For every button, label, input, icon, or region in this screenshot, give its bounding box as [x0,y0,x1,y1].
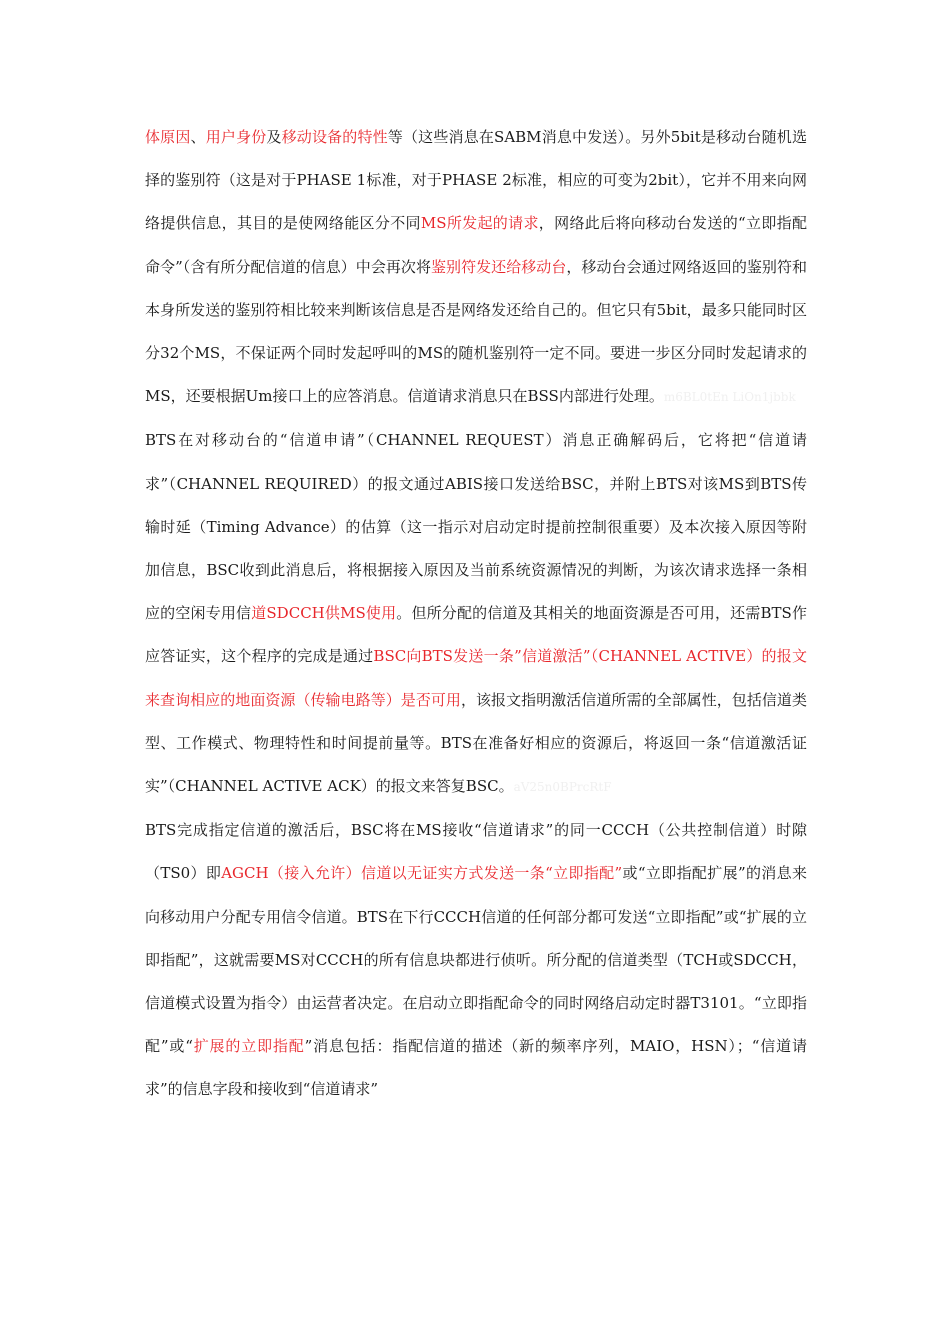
paragraph-3 [145,809,807,1111]
highlighted-text: 鉴别符发还给移动台 [431,257,567,276]
highlighted-text: 用户身份 [205,128,267,146]
paragraph-1 [145,116,807,419]
paragraph-2 [145,419,807,809]
document-body [145,116,807,1112]
body-text: BTS在对移动台的“信道申请”（CHANNEL REQUEST）消息正确解码后，它将把“信道请求”（CHANNEL REQUIRED）的报文通过ABIS接口发送给BSC，并附上BTS对该MS到BTS传输时延（Timing Advance）的估算（这一指示对启动定时提前控制很重要）及本次接入原因等附加信息，BSC收到此消息后，将根据接入原因及当前系统资源情况的判断，为该次请求选择一条相应的空闲专用信 [145,431,807,623]
highlighted-text: 扩展的立即指配 [192,1037,305,1056]
highlighted-text: 体原因 [145,128,191,146]
body-text: ”消息包括：指配信道的描述（新的频率序列，MAIO，HSN）；“信道请求”的信息字段和接收到“信道请求” [145,1037,807,1099]
body-text: ，移动台会通过网络返回的鉴别符和本身所发送的鉴别符相比较来判断该信息是否是网络发还给自己的。但它只有5bit，最多只能同时区分32个MS，不保证两个同时发起呼叫的MS的随机鉴别符一定不同。要进一步区分同时发起请求的MS，还要根据Um接口上的应答消息。信道请求消息只在BSS内部进行处理。 [145,257,807,406]
watermark-text: aV25n0BPrcRtF [513,780,612,795]
body-text: BTS完成指定信道的激活后，BSC将在MS接收“信道请求”的同一CCCH（公共控制信道）时隙（TS0）即 [145,821,807,883]
highlighted-text: AGCH（接入允许）信道以无证实方式发送一条“立即指配” [221,864,623,883]
highlighted-text: MS所发起的请求 [420,214,539,233]
body-text: 或“立即指配扩展”的消息来向移动用户分配专用信令信道。BTS在下行CCCH信道的任何部分都可发送“立即指配”或“扩展的立即指配”，这就需要MS对CCCH的所有信息块都进行侦听。所分配的信道类型（TCH或SDCCH，信道模式设置为指令）由运营者决定。在启动立即指配命令的同时网络启动定时器T3101。“立即指配”或“ [145,864,807,1056]
highlighted-text: 移动设备的特性 [281,128,388,146]
body-text: 、 [190,128,206,146]
body-text: 及 [266,128,282,146]
highlighted-text: BSC向BTS发送一条”信道激活”（CHANNEL ACTIVE）的报文来查询相应的地面资源（传输电路等）是否可用 [145,647,807,709]
body-text: ，该报文指明激活信道所需的全部属性，包括信道类型、工作模式、物理特性和时间提前量等。BTS在准备好相应的资源后，将返回一条“信道激活证实”（CHANNEL ACTIVE ACK）的报文来答复BSC。 [145,690,807,796]
watermark-text: m6BL0tEn LiOn1jbbk [663,390,796,405]
body-text: ，网络此后将向移动台发送的“立即指配命令”（含有所分配信道的信息）中会再次将 [145,214,808,276]
body-text: 等（这些消息在SABM消息中发送）。另外5bit是移动台随机选择的鉴别符（这是对于PHASE 1标准，对于PHASE 2标准，相应的可变为2bit），它并不用来向网络提供信息，其目的是使网络能区分不同 [145,128,807,233]
body-text: 。但所分配的信道及其相关的地面资源是否可用，还需BTS作应答证实，这个程序的完成是通过 [145,604,807,666]
highlighted-text: 道SDCCH供MS使用 [251,604,397,623]
